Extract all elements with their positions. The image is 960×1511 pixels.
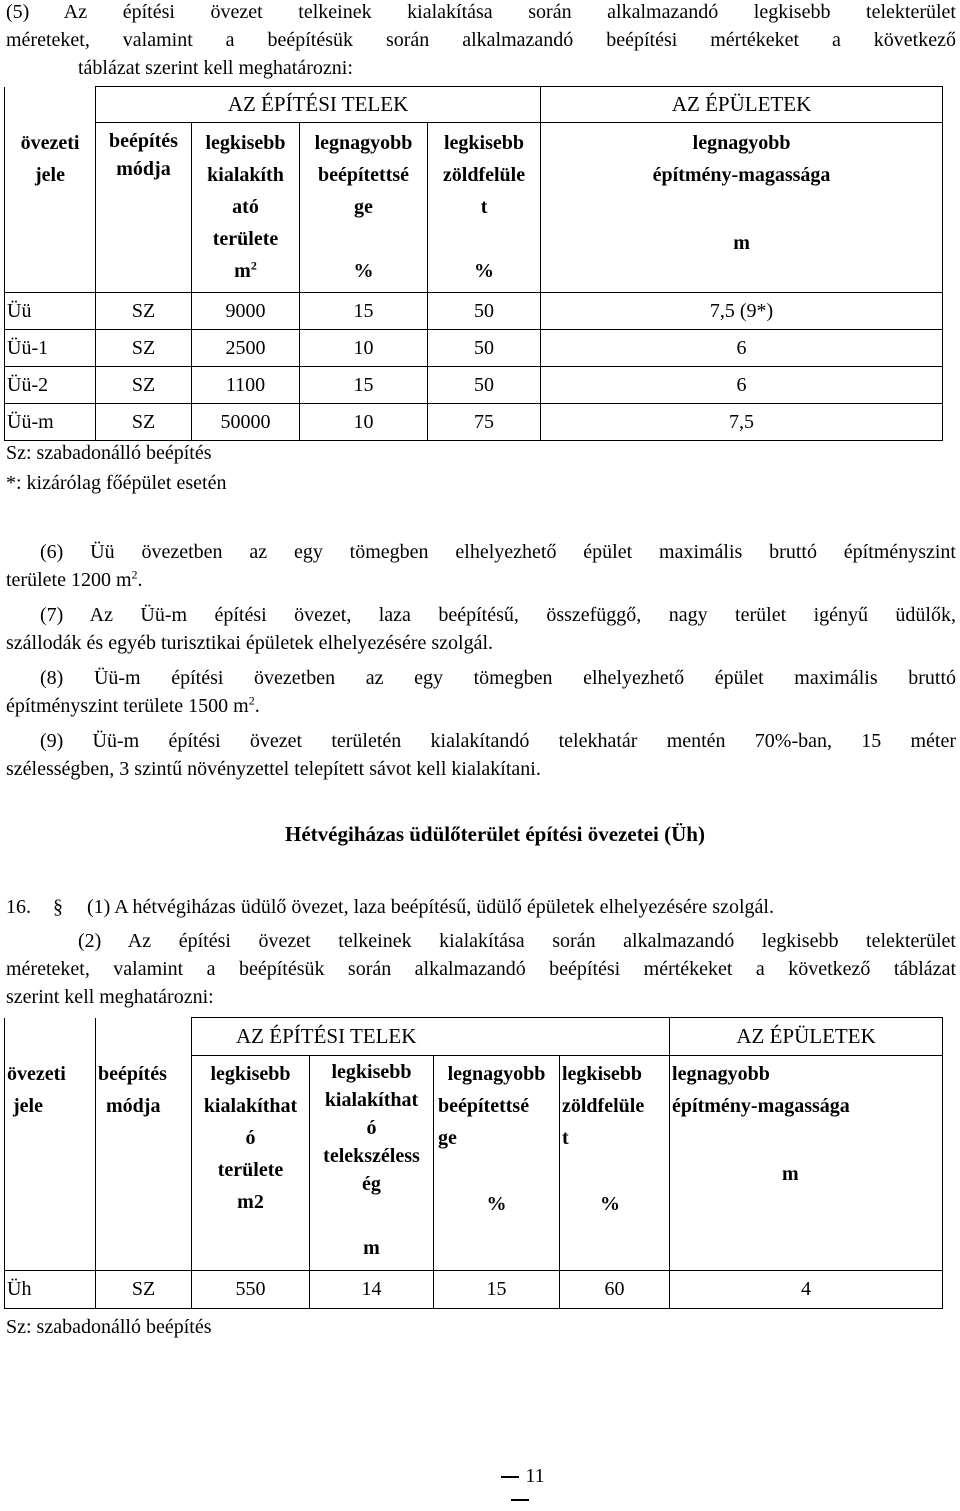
intro-paragraph (6, 0, 956, 82)
corner-cell (5, 87, 96, 123)
header-text: legkisebb (331, 1061, 412, 1083)
cell-jel: Üü-2 (5, 367, 96, 404)
header-text: zöldfelüle (442, 164, 526, 186)
header-text: legkisebb (562, 1063, 643, 1085)
table-row (5, 367, 943, 404)
cell-beep: 10 (300, 404, 428, 441)
header-text: ég (362, 1173, 381, 1195)
header-epitmenymagassag (670, 1056, 943, 1271)
section-16-heading (6, 893, 774, 921)
header-legkisebb-zoldfelulet (428, 123, 541, 293)
s16-p1: (1) A hétvégiházas üdülő övezet, laza beépítésű, üdülő épületek elhelyezésére szolgál. (87, 896, 774, 918)
header-legkisebb-telekszelesseg (310, 1056, 434, 1271)
section-number: 16. (6, 896, 31, 918)
header-text: t (562, 1127, 569, 1149)
header-text: ge (438, 1127, 457, 1149)
header-text: telekszéless (323, 1145, 420, 1167)
header-text: legnagyobb (692, 132, 791, 154)
page-dash-right (511, 1499, 529, 1501)
header-unit: % (600, 1193, 620, 1215)
header-text: legnagyobb (314, 132, 413, 154)
header-text: ge (354, 196, 373, 218)
header-epitmenymagassag (541, 123, 943, 293)
header-text: övezeti (7, 1062, 66, 1085)
header-ovezeti-jele (5, 123, 96, 293)
header-legkisebb-zoldfelulet (560, 1056, 670, 1271)
intro-line: (5) Az építési övezet telkeinek kialakítása során alkalmazandó legkisebb telekterület (6, 1, 956, 23)
group-header-epuletek: AZ ÉPÜLETEK (541, 87, 943, 123)
header-legnagyobb-beepitettseg (300, 123, 428, 293)
paragraph-8 (6, 664, 956, 720)
header-text: jele (13, 1094, 43, 1117)
table-zoning-uh (4, 1017, 943, 1309)
cell-zold: 50 (428, 330, 541, 367)
cell-terulet: 50000 (192, 404, 300, 441)
header-ovezeti-jele (5, 1056, 96, 1271)
page-number-text: 11 (525, 1465, 545, 1487)
intro-line: táblázat szerint kell meghatározni: (78, 57, 353, 79)
note-szabadonallo: Sz: szabadonálló beépítés (6, 1316, 212, 1338)
cell-mag: 7,5 (9*) (541, 293, 943, 330)
s16-p2-line: (2) Az építési övezet telkeinek kialakítása során alkalmazandó legkisebb telekterület (78, 930, 956, 952)
cell-mod: SZ (96, 404, 192, 441)
table1-notes (6, 438, 226, 498)
header-unit: % (486, 1193, 507, 1215)
s16-p2-line: szerint kell meghatározni: (6, 986, 214, 1008)
header-unit: % (474, 260, 495, 282)
header-text: legkisebb (205, 132, 286, 154)
cell-mag: 4 (670, 1271, 943, 1309)
header-text: legkisebb (210, 1063, 291, 1085)
cell-jel: Üh (5, 1271, 96, 1309)
header-text: t (480, 196, 488, 218)
header-text: területe (217, 1159, 284, 1181)
p7-line: (7) Az Üü-m építési övezet, laza beépítésű, összefüggő, nagy terület igényű üdülők, (40, 604, 956, 626)
table2-notes (6, 1312, 212, 1342)
header-text: ó (245, 1127, 256, 1149)
header-text: ó (366, 1117, 377, 1139)
header-text: ató (232, 196, 259, 218)
cell-mod: SZ (96, 330, 192, 367)
header-unit: % (353, 260, 374, 282)
paragraph-9 (6, 727, 956, 783)
cell-beep: 10 (300, 330, 428, 367)
section-sign: § (53, 896, 63, 918)
cell-jel: Üü-m (5, 404, 96, 441)
header-legnagyobb-beepitettseg (434, 1056, 560, 1271)
header-unit: m (733, 232, 750, 254)
header-unit: m (363, 1237, 380, 1259)
cell-terulet: 2500 (192, 330, 300, 367)
p8-line: (8) Üü-m építési övezetben az egy tömegben elhelyezhető épület maximális bruttó (40, 667, 956, 689)
p9-line: (9) Üü-m építési övezet területén kialakítandó telekhatár mentén 70%-ban, 15 méter (40, 730, 956, 752)
table-row (5, 293, 943, 330)
cell-beep: 15 (300, 367, 428, 404)
header-text: kialakíth (207, 164, 284, 186)
group-header-epuletek: AZ ÉPÜLETEK (670, 1018, 943, 1056)
cell-mod: SZ (96, 293, 192, 330)
header-text: kialakíthat (324, 1089, 419, 1111)
header-text: kialakíthat (203, 1095, 298, 1117)
page-number (490, 1465, 550, 1511)
intro-line: méreteket, valamint a beépítésük során alkalmazandó beépítési mértékeket a következő (6, 29, 956, 51)
header-unit: $m^2$ (234, 258, 257, 282)
cell-terulet: 550 (192, 1271, 310, 1309)
header-beepites-modja (96, 123, 192, 293)
corner-cell (96, 1018, 192, 1056)
header-text: legnagyobb (447, 1063, 546, 1085)
p8-line: építményszint területe 1500 $m^2$. (6, 693, 260, 717)
table-row (5, 1271, 943, 1309)
cell-mag: 6 (541, 367, 943, 404)
header-text: m2 (237, 1191, 264, 1213)
cell-beep: 15 (300, 293, 428, 330)
header-text: módja (116, 158, 171, 180)
header-text: beépítettsé (317, 164, 410, 186)
header-beepites-modja (96, 1056, 192, 1271)
cell-mod: SZ (96, 1271, 192, 1309)
paragraph-6 (6, 538, 956, 594)
header-text: legnagyobb (672, 1063, 770, 1085)
table-row (5, 330, 943, 367)
cell-zold: 75 (428, 404, 541, 441)
header-text: beépítés (109, 130, 178, 152)
header-text: legkisebb (444, 132, 525, 154)
header-text: módja (106, 1094, 161, 1117)
table-zoning-uu (4, 86, 943, 441)
corner-cell (5, 1018, 96, 1056)
cell-szelesseg: 14 (310, 1271, 434, 1309)
p6-line: területe 1200 $m^2$. (6, 567, 143, 591)
cell-beep: 15 (434, 1271, 560, 1309)
group-header-telek: AZ ÉPÍTÉSI TELEK (192, 1018, 670, 1056)
p6-line: (6) Üü övezetben az egy tömegben elhelyezhető épület maximális bruttó építményszint (40, 541, 956, 563)
header-legkisebb-terulet (192, 123, 300, 293)
group-header-telek: AZ ÉPÍTÉSI TELEK (96, 87, 541, 123)
section-title: Hétvégiházas üdülőterület építési övezetei (Üh) (285, 822, 705, 846)
table-row (5, 404, 943, 441)
header-text: jele (35, 163, 65, 186)
p9-line: szélességben, 3 szintű növényzettel telepített sávot kell kialakítani. (6, 758, 541, 780)
header-text: beépítés (98, 1062, 167, 1085)
header-text: építmény-magassága (672, 1095, 850, 1117)
cell-zold: 50 (428, 367, 541, 404)
page-dash-left (501, 1476, 519, 1478)
header-text: építmény-magassága (652, 164, 831, 186)
s16-p2-line: méreteket, valamint a beépítésük során alkalmazandó beépítési mértékeket a következő táblázat (6, 958, 956, 980)
cell-mag: 7,5 (541, 404, 943, 441)
s16-paragraph-2 (6, 927, 956, 1011)
cell-jel: Üü-1 (5, 330, 96, 367)
cell-zold: 50 (428, 293, 541, 330)
header-text: területe (212, 228, 279, 250)
note-szabadonallo: Sz: szabadonálló beépítés (6, 442, 212, 464)
cell-terulet: 9000 (192, 293, 300, 330)
header-unit: m (782, 1163, 799, 1185)
header-text: zöldfelüle (562, 1095, 645, 1117)
note-kizarolag: *: kizárólag főépület esetén (6, 472, 227, 494)
cell-zold: 60 (560, 1271, 670, 1309)
paragraph-7 (6, 601, 956, 657)
cell-mod: SZ (96, 367, 192, 404)
header-text: övezeti (20, 131, 80, 154)
header-text: beépítettsé (438, 1095, 530, 1117)
cell-mag: 6 (541, 330, 943, 367)
p7-line: szállodák és egyéb turisztikai épületek elhelyezésére szolgál. (6, 632, 494, 654)
cell-terulet: 1100 (192, 367, 300, 404)
cell-jel: Üü (5, 293, 96, 330)
header-legkisebb-terulet (192, 1056, 310, 1271)
